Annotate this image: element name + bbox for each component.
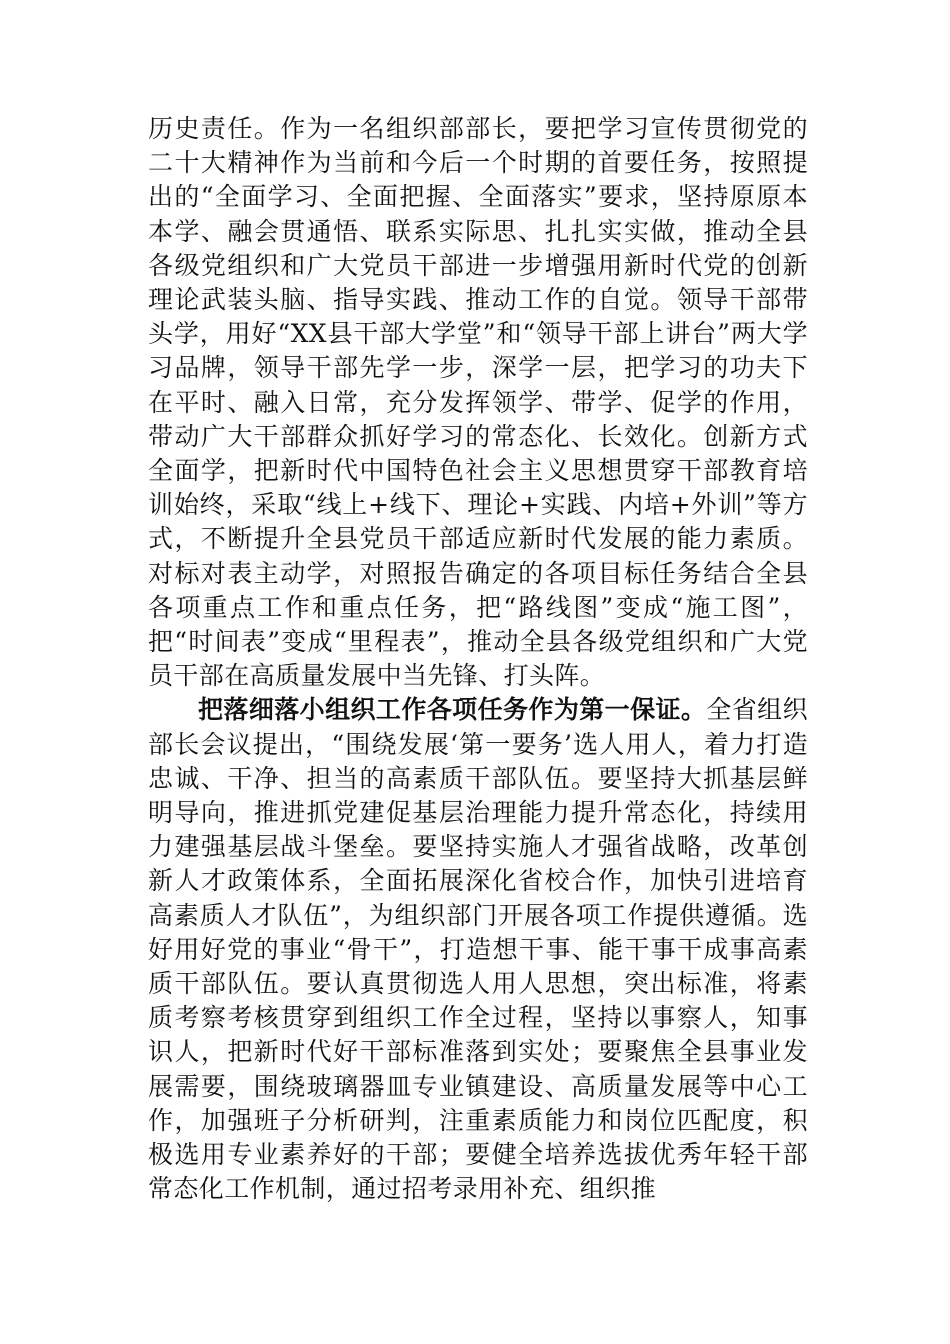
- body-text: [148, 112, 808, 1207]
- paragraph-first-guarantee: [148, 693, 808, 1206]
- paragraph-history-responsibility: [148, 112, 808, 693]
- paragraph-text: 全省组织部长会议提出，“围绕发展‘第一要务’选人用人，着力打造忠诚、干净、担当的高素质干部队伍。要坚持大抓基层鲜明导向，推进抓党建促基层治理能力提升常态化，持续用力建强基层战斗堡垒。要坚持实施人才强省战略，改革创新人才政策体系，全面拓展深化省校合作，加快引进培育高素质人才队伍”，为组织部门开展各项工作提供遵循。选好用好党的事业“骨干”，打造想干事、能干事干成事高素质干部队伍。要认真贯彻选人用人思想，突出标准，将素质考察考核贯穿到组织工作全过程，坚持以事察人，知事识人，把新时代好干部标准落到实处；要聚焦全县事业发展需要，围绕玻璃器皿专业镇建设、高质量发展等中心工作，加强班子分析研判，注重素质能力和岗位匹配度，积极选用专业素养好的干部；要健全培养选拔优秀年轻干部常态化工作机制，通过招考录用补充、组织推: [148, 695, 808, 1204]
- paragraph-lead-heading: 把落细落小组织工作各项任务作为第一保证。: [198, 695, 707, 725]
- paragraph-text: 历史责任。作为一名组织部部长，要把学习宣传贯彻党的二十大精神作为当前和今后一个时期的首要任务，按照提出的“全面学习、全面把握、全面落实”要求，坚持原原本本学、融会贯通悟、联系实际思、扎扎实实做，推动全县各级党组织和广大党员干部进一步增强用新时代党的创新理论武装头脑、指导实践、推动工作的自觉。领导干部带头学，用好“XX县干部大学堂”和“领导干部上讲台”两大学习品牌，领导干部先学一步，深学一层，把学习的功夫下在平时、融入日常，充分发挥领学、带学、促学的作用，带动广大干部群众抓好学习的常态化、长效化。创新方式全面学，把新时代中国特色社会主义思想贯穿干部教育培训始终，采取“线上+线下、理论+实践、内培+外训”等方式，不断提升全县党员干部适应新时代发展的能力素质。对标对表主动学，对照报告确定的各项目标任务结合全县各项重点工作和重点任务，把“路线图”变成“施工图”，把“时间表”变成“里程表”，推动全县各级党组织和广大党员干部在高质量发展中当先锋、打头阵。: [148, 114, 808, 691]
